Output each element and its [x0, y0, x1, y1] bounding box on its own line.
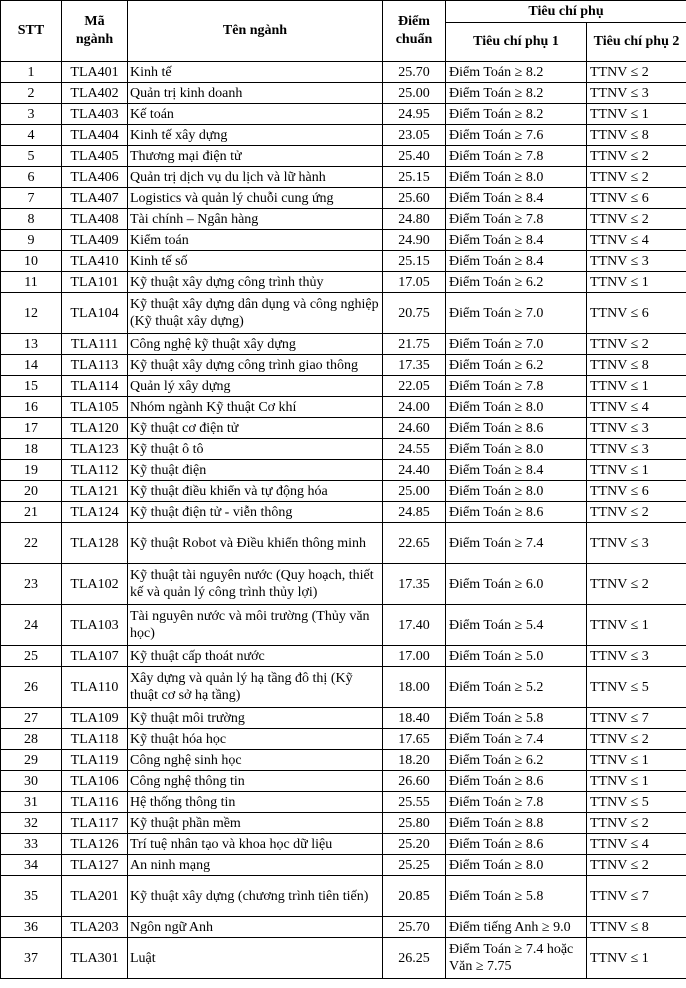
table-row [1, 376, 686, 397]
cell-stt: 37 [1, 938, 62, 979]
cell-ten-nganh: Công nghệ thông tin [128, 771, 383, 792]
table-row [1, 708, 686, 729]
cell-ten-nganh: Kỹ thuật ô tô [128, 439, 383, 460]
header-stt: STT [1, 1, 62, 62]
table-row [1, 355, 686, 376]
cell-ma-nganh: TLA201 [62, 876, 128, 917]
table-row [1, 83, 686, 104]
cell-diem-chuan: 17.00 [383, 646, 446, 667]
cell-stt: 17 [1, 418, 62, 439]
table-row [1, 397, 686, 418]
cell-tieu-chi-phu-1: Điểm Toán ≥ 5.0 [446, 646, 587, 667]
cell-stt: 25 [1, 646, 62, 667]
cell-tieu-chi-phu-2: TTNV ≤ 1 [587, 104, 686, 125]
cell-ten-nganh: Kế toán [128, 104, 383, 125]
cell-ten-nganh: Kỹ thuật cơ điện tử [128, 418, 383, 439]
table-row [1, 481, 686, 502]
cell-stt: 9 [1, 230, 62, 251]
table-header [1, 1, 686, 62]
cell-diem-chuan: 17.35 [383, 564, 446, 605]
cell-ma-nganh: TLA406 [62, 167, 128, 188]
cell-tieu-chi-phu-1: Điểm Toán ≥ 8.4 [446, 188, 587, 209]
cell-ma-nganh: TLA105 [62, 397, 128, 418]
cell-diem-chuan: 18.20 [383, 750, 446, 771]
cell-tieu-chi-phu-2: TTNV ≤ 7 [587, 708, 686, 729]
table-row [1, 439, 686, 460]
cell-stt: 1 [1, 62, 62, 83]
cell-tieu-chi-phu-1: Điểm tiếng Anh ≥ 9.0 [446, 917, 587, 938]
cell-diem-chuan: 24.90 [383, 230, 446, 251]
cell-ten-nganh: Công nghệ kỹ thuật xây dựng [128, 334, 383, 355]
cell-diem-chuan: 25.00 [383, 83, 446, 104]
cell-tieu-chi-phu-2: TTNV ≤ 2 [587, 813, 686, 834]
table-row [1, 272, 686, 293]
cell-ten-nganh: Nhóm ngành Kỹ thuật Cơ khí [128, 397, 383, 418]
cell-tieu-chi-phu-2: TTNV ≤ 1 [587, 750, 686, 771]
cell-stt: 5 [1, 146, 62, 167]
cell-diem-chuan: 24.00 [383, 397, 446, 418]
cell-diem-chuan: 24.55 [383, 439, 446, 460]
cell-tieu-chi-phu-2: TTNV ≤ 4 [587, 230, 686, 251]
cell-stt: 30 [1, 771, 62, 792]
cell-tieu-chi-phu-1: Điểm Toán ≥ 7.4 [446, 523, 587, 564]
cell-stt: 2 [1, 83, 62, 104]
cell-diem-chuan: 20.75 [383, 293, 446, 334]
cell-ten-nganh: Kỹ thuật hóa học [128, 729, 383, 750]
cell-tieu-chi-phu-1: Điểm Toán ≥ 5.8 [446, 876, 587, 917]
cell-ten-nganh: Logistics và quản lý chuỗi cung ứng [128, 188, 383, 209]
cell-tieu-chi-phu-2: TTNV ≤ 2 [587, 167, 686, 188]
cell-tieu-chi-phu-1: Điểm Toán ≥ 8.4 [446, 460, 587, 481]
cell-tieu-chi-phu-2: TTNV ≤ 1 [587, 460, 686, 481]
cell-tieu-chi-phu-2: TTNV ≤ 3 [587, 439, 686, 460]
table-row [1, 104, 686, 125]
cell-tieu-chi-phu-2: TTNV ≤ 7 [587, 876, 686, 917]
cell-stt: 8 [1, 209, 62, 230]
table-row [1, 460, 686, 481]
cell-ma-nganh: TLA119 [62, 750, 128, 771]
cell-ma-nganh: TLA126 [62, 834, 128, 855]
cell-tieu-chi-phu-1: Điểm Toán ≥ 8.8 [446, 813, 587, 834]
cell-ten-nganh: Kỹ thuật xây dựng công trình giao thông [128, 355, 383, 376]
cell-stt: 26 [1, 667, 62, 708]
cell-ma-nganh: TLA114 [62, 376, 128, 397]
cell-stt: 7 [1, 188, 62, 209]
cell-ten-nganh: Kỹ thuật xây dựng (chương trình tiên tiến) [128, 876, 383, 917]
table-row [1, 62, 686, 83]
cell-ma-nganh: TLA401 [62, 62, 128, 83]
cell-ten-nganh: Kiểm toán [128, 230, 383, 251]
cell-tieu-chi-phu-2: TTNV ≤ 3 [587, 418, 686, 439]
cell-diem-chuan: 25.60 [383, 188, 446, 209]
table-row [1, 334, 686, 355]
cell-tieu-chi-phu-2: TTNV ≤ 1 [587, 376, 686, 397]
cell-tieu-chi-phu-2: TTNV ≤ 8 [587, 355, 686, 376]
cell-tieu-chi-phu-2: TTNV ≤ 2 [587, 564, 686, 605]
cell-ma-nganh: TLA403 [62, 104, 128, 125]
cell-ma-nganh: TLA405 [62, 146, 128, 167]
cell-ten-nganh: Luật [128, 938, 383, 979]
cell-tieu-chi-phu-1: Điểm Toán ≥ 8.0 [446, 481, 587, 502]
cell-tieu-chi-phu-2: TTNV ≤ 8 [587, 917, 686, 938]
cell-ma-nganh: TLA116 [62, 792, 128, 813]
table-row [1, 917, 686, 938]
cell-ten-nganh: Kỹ thuật môi trường [128, 708, 383, 729]
table-row [1, 230, 686, 251]
cell-diem-chuan: 22.05 [383, 376, 446, 397]
cell-ma-nganh: TLA402 [62, 83, 128, 104]
cell-diem-chuan: 25.70 [383, 62, 446, 83]
cell-diem-chuan: 26.25 [383, 938, 446, 979]
table-row [1, 813, 686, 834]
cell-tieu-chi-phu-2: TTNV ≤ 5 [587, 792, 686, 813]
cell-tieu-chi-phu-1: Điểm Toán ≥ 8.4 [446, 251, 587, 272]
cell-tieu-chi-phu-1: Điểm Toán ≥ 8.0 [446, 167, 587, 188]
cell-stt: 10 [1, 251, 62, 272]
header-ma-nganh: Mã ngành [62, 1, 128, 62]
cell-ma-nganh: TLA113 [62, 355, 128, 376]
cell-diem-chuan: 25.70 [383, 917, 446, 938]
cell-tieu-chi-phu-2: TTNV ≤ 2 [587, 855, 686, 876]
cell-stt: 15 [1, 376, 62, 397]
cell-stt: 23 [1, 564, 62, 605]
cell-stt: 28 [1, 729, 62, 750]
cell-ten-nganh: Kỹ thuật xây dựng công trình thủy [128, 272, 383, 293]
table-row [1, 209, 686, 230]
cell-ten-nganh: Xây dựng và quản lý hạ tầng đô thị (Kỹ thuật cơ sở hạ tầng) [128, 667, 383, 708]
table-row [1, 146, 686, 167]
cell-tieu-chi-phu-1: Điểm Toán ≥ 7.8 [446, 376, 587, 397]
table-row [1, 771, 686, 792]
cell-ma-nganh: TLA203 [62, 917, 128, 938]
cell-stt: 14 [1, 355, 62, 376]
cell-ten-nganh: Kỹ thuật phần mềm [128, 813, 383, 834]
cell-ten-nganh: Kỹ thuật tài nguyên nước (Quy hoạch, thiết kế và quản lý công trình thủy lợi) [128, 564, 383, 605]
cell-diem-chuan: 23.05 [383, 125, 446, 146]
cell-tieu-chi-phu-1: Điểm Toán ≥ 6.2 [446, 750, 587, 771]
header-tieu-chi-phu-1: Tiêu chí phụ 1 [446, 23, 587, 62]
cell-diem-chuan: 25.55 [383, 792, 446, 813]
cell-tieu-chi-phu-1: Điểm Toán ≥ 7.0 [446, 334, 587, 355]
cell-diem-chuan: 22.65 [383, 523, 446, 564]
table-row [1, 125, 686, 146]
cell-stt: 11 [1, 272, 62, 293]
table-row [1, 667, 686, 708]
cell-diem-chuan: 18.00 [383, 667, 446, 708]
cell-ma-nganh: TLA112 [62, 460, 128, 481]
cell-tieu-chi-phu-1: Điểm Toán ≥ 6.0 [446, 564, 587, 605]
cell-diem-chuan: 17.35 [383, 355, 446, 376]
cell-stt: 29 [1, 750, 62, 771]
table-row [1, 502, 686, 523]
cell-tieu-chi-phu-1: Điểm Toán ≥ 7.4 hoặc Văn ≥ 7.75 [446, 938, 587, 979]
cell-stt: 34 [1, 855, 62, 876]
cell-ten-nganh: Kỹ thuật điện tử - viễn thông [128, 502, 383, 523]
cell-ma-nganh: TLA410 [62, 251, 128, 272]
cell-diem-chuan: 20.85 [383, 876, 446, 917]
table-row [1, 251, 686, 272]
cell-diem-chuan: 17.40 [383, 605, 446, 646]
cell-tieu-chi-phu-2: TTNV ≤ 2 [587, 729, 686, 750]
cell-stt: 18 [1, 439, 62, 460]
cell-diem-chuan: 25.80 [383, 813, 446, 834]
cell-ten-nganh: Kinh tế số [128, 251, 383, 272]
table-row [1, 167, 686, 188]
cell-ten-nganh: Tài nguyên nước và môi trường (Thủy văn học) [128, 605, 383, 646]
cell-ten-nganh: Quản trị kinh doanh [128, 83, 383, 104]
cell-tieu-chi-phu-2: TTNV ≤ 1 [587, 938, 686, 979]
cell-diem-chuan: 24.60 [383, 418, 446, 439]
cell-tieu-chi-phu-1: Điểm Toán ≥ 8.0 [446, 397, 587, 418]
cell-stt: 3 [1, 104, 62, 125]
cell-tieu-chi-phu-1: Điểm Toán ≥ 8.6 [446, 771, 587, 792]
cell-diem-chuan: 26.60 [383, 771, 446, 792]
cell-ma-nganh: TLA120 [62, 418, 128, 439]
cell-ma-nganh: TLA102 [62, 564, 128, 605]
cell-tieu-chi-phu-2: TTNV ≤ 8 [587, 125, 686, 146]
cell-diem-chuan: 25.25 [383, 855, 446, 876]
cell-tieu-chi-phu-2: TTNV ≤ 3 [587, 523, 686, 564]
cell-ten-nganh: Ngôn ngữ Anh [128, 917, 383, 938]
cell-ten-nganh: Trí tuệ nhân tạo và khoa học dữ liệu [128, 834, 383, 855]
cell-tieu-chi-phu-1: Điểm Toán ≥ 7.6 [446, 125, 587, 146]
cell-ma-nganh: TLA404 [62, 125, 128, 146]
cell-ma-nganh: TLA301 [62, 938, 128, 979]
cell-tieu-chi-phu-1: Điểm Toán ≥ 5.2 [446, 667, 587, 708]
cell-diem-chuan: 24.80 [383, 209, 446, 230]
cell-stt: 12 [1, 293, 62, 334]
cell-ten-nganh: Quản lý xây dựng [128, 376, 383, 397]
cell-tieu-chi-phu-1: Điểm Toán ≥ 8.2 [446, 104, 587, 125]
cell-tieu-chi-phu-2: TTNV ≤ 1 [587, 605, 686, 646]
cell-ten-nganh: Kỹ thuật cấp thoát nước [128, 646, 383, 667]
cell-tieu-chi-phu-1: Điểm Toán ≥ 8.0 [446, 439, 587, 460]
cell-tieu-chi-phu-2: TTNV ≤ 6 [587, 188, 686, 209]
cell-stt: 13 [1, 334, 62, 355]
cell-stt: 35 [1, 876, 62, 917]
table-row [1, 729, 686, 750]
cell-tieu-chi-phu-1: Điểm Toán ≥ 8.2 [446, 62, 587, 83]
cell-tieu-chi-phu-1: Điểm Toán ≥ 8.6 [446, 834, 587, 855]
cell-tieu-chi-phu-1: Điểm Toán ≥ 8.2 [446, 83, 587, 104]
table-body [1, 62, 686, 979]
header-ten-nganh: Tên ngành [128, 1, 383, 62]
cell-tieu-chi-phu-2: TTNV ≤ 3 [587, 251, 686, 272]
cell-ma-nganh: TLA407 [62, 188, 128, 209]
cell-ten-nganh: Kỹ thuật điện [128, 460, 383, 481]
cell-tieu-chi-phu-2: TTNV ≤ 3 [587, 83, 686, 104]
cell-ma-nganh: TLA111 [62, 334, 128, 355]
cell-tieu-chi-phu-2: TTNV ≤ 2 [587, 146, 686, 167]
cell-tieu-chi-phu-2: TTNV ≤ 6 [587, 293, 686, 334]
cell-ma-nganh: TLA123 [62, 439, 128, 460]
cell-tieu-chi-phu-2: TTNV ≤ 2 [587, 502, 686, 523]
cell-ten-nganh: Công nghệ sinh học [128, 750, 383, 771]
cell-tieu-chi-phu-1: Điểm Toán ≥ 7.8 [446, 209, 587, 230]
cell-tieu-chi-phu-1: Điểm Toán ≥ 7.8 [446, 792, 587, 813]
cell-ma-nganh: TLA118 [62, 729, 128, 750]
cell-diem-chuan: 17.65 [383, 729, 446, 750]
cell-ma-nganh: TLA408 [62, 209, 128, 230]
table-row [1, 605, 686, 646]
cell-tieu-chi-phu-2: TTNV ≤ 2 [587, 62, 686, 83]
cell-ten-nganh: Quản trị dịch vụ du lịch và lữ hành [128, 167, 383, 188]
cell-diem-chuan: 24.40 [383, 460, 446, 481]
cell-diem-chuan: 25.40 [383, 146, 446, 167]
cell-diem-chuan: 24.85 [383, 502, 446, 523]
cell-tieu-chi-phu-2: TTNV ≤ 1 [587, 272, 686, 293]
cell-ma-nganh: TLA110 [62, 667, 128, 708]
cell-stt: 22 [1, 523, 62, 564]
cell-stt: 24 [1, 605, 62, 646]
cell-tieu-chi-phu-1: Điểm Toán ≥ 6.2 [446, 272, 587, 293]
header-diem-chuan: Điểm chuẩn [383, 1, 446, 62]
table-row [1, 293, 686, 334]
cell-ten-nganh: Tài chính – Ngân hàng [128, 209, 383, 230]
cell-tieu-chi-phu-1: Điểm Toán ≥ 7.0 [446, 293, 587, 334]
table-row [1, 418, 686, 439]
cell-diem-chuan: 18.40 [383, 708, 446, 729]
cell-ten-nganh: Hệ thống thông tin [128, 792, 383, 813]
cell-tieu-chi-phu-2: TTNV ≤ 6 [587, 481, 686, 502]
cell-ma-nganh: TLA107 [62, 646, 128, 667]
cell-tieu-chi-phu-1: Điểm Toán ≥ 8.6 [446, 418, 587, 439]
cell-ma-nganh: TLA101 [62, 272, 128, 293]
cell-diem-chuan: 25.00 [383, 481, 446, 502]
cell-stt: 31 [1, 792, 62, 813]
cell-diem-chuan: 24.95 [383, 104, 446, 125]
cell-stt: 6 [1, 167, 62, 188]
cell-stt: 4 [1, 125, 62, 146]
table-row [1, 834, 686, 855]
cell-tieu-chi-phu-1: Điểm Toán ≥ 8.6 [446, 502, 587, 523]
cell-tieu-chi-phu-1: Điểm Toán ≥ 7.8 [446, 146, 587, 167]
table-row [1, 855, 686, 876]
cell-stt: 19 [1, 460, 62, 481]
cell-tieu-chi-phu-2: TTNV ≤ 5 [587, 667, 686, 708]
cell-tieu-chi-phu-1: Điểm Toán ≥ 8.0 [446, 855, 587, 876]
table-row [1, 938, 686, 979]
cell-stt: 16 [1, 397, 62, 418]
cell-diem-chuan: 25.15 [383, 167, 446, 188]
cell-stt: 32 [1, 813, 62, 834]
cell-ma-nganh: TLA128 [62, 523, 128, 564]
header-tieu-chi-phu: Tiêu chí phụ [446, 1, 686, 23]
cell-ten-nganh: Thương mại điện tử [128, 146, 383, 167]
cell-tieu-chi-phu-1: Điểm Toán ≥ 7.4 [446, 729, 587, 750]
cell-diem-chuan: 17.05 [383, 272, 446, 293]
cell-stt: 21 [1, 502, 62, 523]
table-row [1, 646, 686, 667]
header-tieu-chi-phu-2: Tiêu chí phụ 2 [587, 23, 686, 62]
cell-ten-nganh: Kinh tế xây dựng [128, 125, 383, 146]
cell-ma-nganh: TLA117 [62, 813, 128, 834]
table-row [1, 188, 686, 209]
cell-ten-nganh: Kỹ thuật Robot và Điều khiển thông minh [128, 523, 383, 564]
cell-diem-chuan: 25.15 [383, 251, 446, 272]
cell-ten-nganh: Kỹ thuật điều khiển và tự động hóa [128, 481, 383, 502]
cell-tieu-chi-phu-1: Điểm Toán ≥ 6.2 [446, 355, 587, 376]
cell-stt: 33 [1, 834, 62, 855]
cell-stt: 27 [1, 708, 62, 729]
cell-tieu-chi-phu-2: TTNV ≤ 4 [587, 834, 686, 855]
cell-stt: 20 [1, 481, 62, 502]
cell-ma-nganh: TLA124 [62, 502, 128, 523]
table-row [1, 792, 686, 813]
cell-ma-nganh: TLA409 [62, 230, 128, 251]
cell-diem-chuan: 25.20 [383, 834, 446, 855]
cell-ten-nganh: An ninh mạng [128, 855, 383, 876]
table-row [1, 564, 686, 605]
cell-stt: 36 [1, 917, 62, 938]
cell-ma-nganh: TLA109 [62, 708, 128, 729]
cell-tieu-chi-phu-2: TTNV ≤ 4 [587, 397, 686, 418]
cell-ten-nganh: Kinh tế [128, 62, 383, 83]
cell-tieu-chi-phu-2: TTNV ≤ 1 [587, 771, 686, 792]
cell-diem-chuan: 21.75 [383, 334, 446, 355]
cell-tieu-chi-phu-2: TTNV ≤ 2 [587, 209, 686, 230]
cell-tieu-chi-phu-1: Điểm Toán ≥ 8.4 [446, 230, 587, 251]
cell-ma-nganh: TLA121 [62, 481, 128, 502]
cell-ma-nganh: TLA103 [62, 605, 128, 646]
cell-ma-nganh: TLA104 [62, 293, 128, 334]
cell-tieu-chi-phu-1: Điểm Toán ≥ 5.8 [446, 708, 587, 729]
table-row [1, 523, 686, 564]
cell-ma-nganh: TLA127 [62, 855, 128, 876]
table-row [1, 750, 686, 771]
cell-tieu-chi-phu-1: Điểm Toán ≥ 5.4 [446, 605, 587, 646]
cell-ma-nganh: TLA106 [62, 771, 128, 792]
cell-ten-nganh: Kỹ thuật xây dựng dân dụng và công nghiệp (Kỹ thuật xây dựng) [128, 293, 383, 334]
cell-tieu-chi-phu-2: TTNV ≤ 3 [587, 646, 686, 667]
table-row [1, 876, 686, 917]
cell-tieu-chi-phu-2: TTNV ≤ 2 [587, 334, 686, 355]
